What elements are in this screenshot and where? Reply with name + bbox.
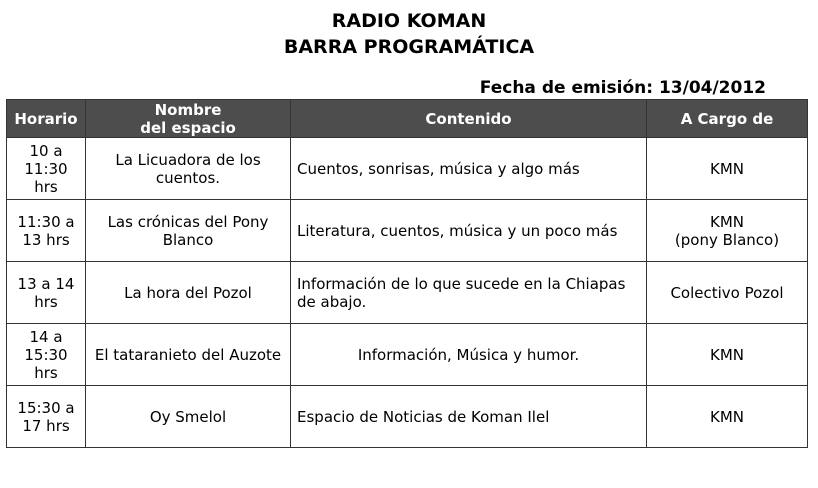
cell-cargo: Colectivo Pozol <box>647 262 808 324</box>
cell-contenido: Espacio de Noticias de Koman Ilel <box>291 386 647 448</box>
cell-cargo: KMN <box>647 386 808 448</box>
column-header-cargo: A Cargo de <box>647 100 808 138</box>
table-row <box>7 200 808 262</box>
column-header-nombre <box>86 100 291 138</box>
cell-horario: 13 a 14 hrs <box>7 262 86 324</box>
cell-horario: 11:30 a 13 hrs <box>7 200 86 262</box>
cell-contenido: Cuentos, sonrisas, música y algo más <box>291 138 647 200</box>
table-header-row <box>7 100 808 138</box>
cell-cargo: KMN (pony Blanco) <box>647 200 808 262</box>
page-title: RADIO KOMAN <box>331 10 487 32</box>
column-header-nombre-text: Nombre del espacio <box>140 100 236 137</box>
table-row <box>7 138 808 200</box>
cell-cargo: KMN <box>647 324 808 386</box>
cell-nombre: Las crónicas del Pony Blanco <box>86 200 291 262</box>
cell-cargo: KMN <box>647 138 808 200</box>
table-row <box>7 324 808 386</box>
cell-horario: 14 a 15:30 hrs <box>7 324 86 386</box>
schedule-table <box>6 99 808 448</box>
column-header-horario: Horario <box>7 100 86 138</box>
cell-nombre: La Licuadora de los cuentos. <box>86 138 291 200</box>
cell-nombre: El tataranieto del Auzote <box>86 324 291 386</box>
cell-nombre: Oy Smelol <box>86 386 291 448</box>
cell-contenido: Información de lo que sucede en la Chiapas de abajo. <box>291 262 647 324</box>
cell-contenido: Literatura, cuentos, música y un poco más <box>291 200 647 262</box>
cell-nombre: La hora del Pozol <box>86 262 291 324</box>
cell-horario: 15:30 a 17 hrs <box>7 386 86 448</box>
page-subtitle: BARRA PROGRAMÁTICA <box>283 36 535 58</box>
table-row <box>7 262 808 324</box>
table-row <box>7 386 808 448</box>
cell-contenido: Información, Música y humor. <box>291 324 647 386</box>
cell-horario: 10 a 11:30 hrs <box>7 138 86 200</box>
column-header-contenido: Contenido <box>291 100 647 138</box>
broadcast-date: Fecha de emisión: 13/04/2012 <box>479 78 766 98</box>
